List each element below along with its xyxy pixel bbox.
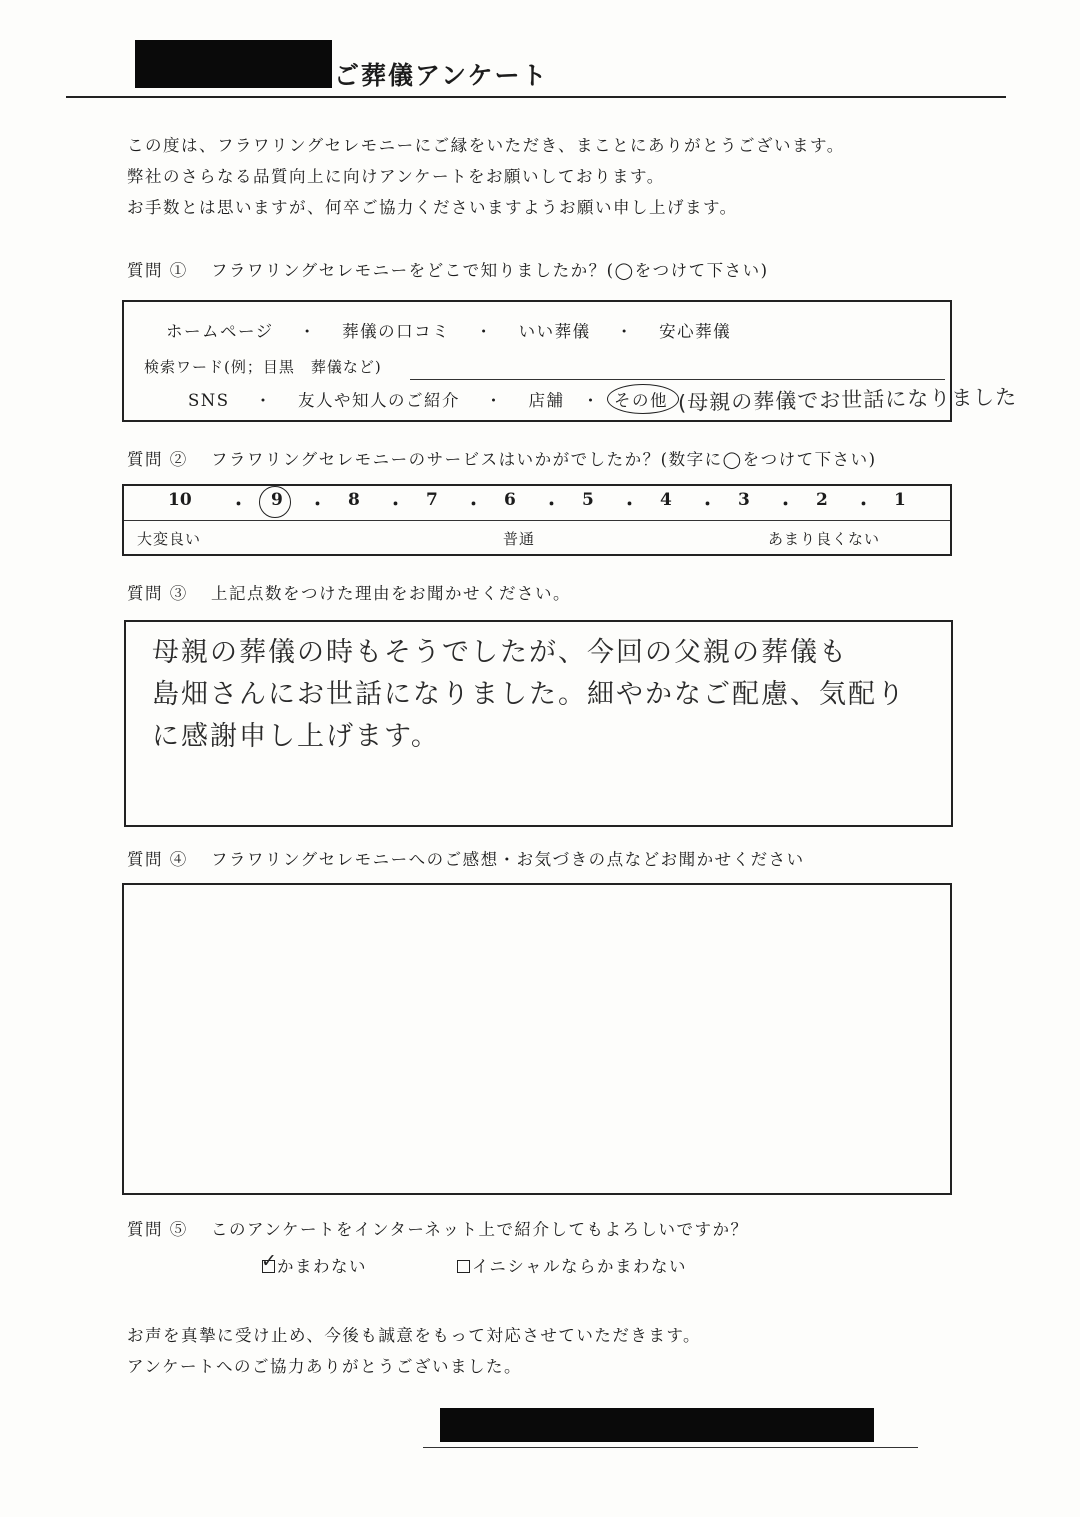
option-iisougi[interactable]: いい葬儀 [518,322,591,341]
label-very-good: 大変良い [137,530,202,548]
redacted-signature [440,1408,874,1442]
separator: ・ [465,495,482,515]
label-not-good: あまり良くない [768,530,881,548]
signature-line [423,1447,918,1448]
search-word-label: 検索ワード(例；目黒 葬儀など) [144,358,382,376]
separator: ・ [387,495,404,515]
separator: ・ [309,495,326,515]
option-other-circle [607,384,679,414]
separator: ・ [582,391,601,410]
check-mark-icon: ✓ [261,1250,279,1272]
separator: ・ [615,322,634,341]
rating-6[interactable]: 6 [504,490,516,510]
label-average: 普通 [503,530,536,548]
intro-line: この度は、フラワリングセレモニーにご縁をいただき、まことにありがとうございます。 [127,136,845,155]
separator: ・ [230,495,247,515]
question-text: このアンケートをインターネット上で紹介してもよろしいですか？ [211,1220,749,1239]
option-other-label: その他 [614,391,668,410]
option-homepage[interactable]: ホームページ [166,322,274,341]
rating-1[interactable]: 1 [894,490,906,510]
option-word-of-mouth[interactable]: 葬儀の口コミ [342,322,451,341]
separator: ・ [254,391,273,410]
question-3 [127,580,571,604]
option-anshin-sougi[interactable]: 安心葬儀 [659,322,732,341]
q4-answer-box[interactable] [122,883,952,1195]
rating-8[interactable]: 8 [348,490,360,510]
question-text: フラワリングセレモニーへのご感想・お気づきの点などお聞かせください [211,850,805,869]
question-number: 質問 ⑤ [127,1220,188,1239]
separator: ・ [699,495,716,515]
question-5 [127,1216,749,1240]
rating-9[interactable]: 9 [271,490,283,510]
question-text: フラワリングセレモニーのサービスはいかがでしたか？(数字に◯をつけて下さい) [211,450,877,469]
separator: ・ [485,391,504,410]
answer-line: 母親の葬儀の時もそうでしたが、今回の父親の葬儀も [152,637,848,668]
option-sns[interactable]: SNS [188,391,230,410]
option-initials-only[interactable] [457,1253,687,1277]
option-allow-label: かまわない [277,1257,367,1276]
rating-4[interactable]: 4 [660,490,672,510]
rating-10[interactable]: 10 [168,490,192,510]
intro-line: お手数とは思いますが、何卒ご協力くださいますようお願い申し上げます。 [127,198,738,217]
question-text: 上記点数をつけた理由をお聞かせください。 [211,584,571,603]
search-word-line [410,379,945,380]
separator: ・ [298,322,317,341]
q1-options-row-3 [188,387,611,411]
question-text: フラワリングセレモニーをどこで知りましたか？(◯をつけて下さい) [211,261,769,280]
question-number: 質問 ③ [127,584,188,603]
separator: ・ [777,495,794,515]
rating-3[interactable]: 3 [738,490,750,510]
question-4 [127,846,805,870]
page-title: ご葬儀アンケート [334,61,549,90]
separator: ・ [621,495,638,515]
question-2 [127,446,877,470]
closing-line: アンケートへのご協力ありがとうございました。 [127,1357,523,1376]
q2-rating-divider [124,520,950,521]
title-rule [66,96,1006,98]
option-store[interactable]: 店舗 [528,391,565,410]
question-1 [127,257,769,281]
question-number: 質問 ① [127,261,188,280]
option-allow[interactable] [261,1250,367,1277]
answer-line: に感謝申し上げます。 [152,721,440,752]
rating-5[interactable]: 5 [582,490,594,510]
closing-text [127,1320,701,1382]
rating-2[interactable]: 2 [816,490,828,510]
answer-line: 島畑さんにお世話になりました。細やかなご配慮、気配り [152,679,906,710]
rating-selected-circle [259,486,291,518]
question-number: 質問 ② [127,450,188,469]
option-referral[interactable]: 友人や知人のご紹介 [298,391,461,410]
separator: ・ [855,495,872,515]
checkbox-initials-only[interactable] [457,1260,470,1273]
intro-text [127,130,845,223]
closing-line: お声を真摯に受け止め、今後も誠意をもって対応させていただきます。 [127,1326,702,1345]
question-number: 質問 ④ [127,850,188,869]
checkbox-allow[interactable] [261,1250,279,1273]
separator: ・ [475,322,494,341]
redacted-company-name [135,40,332,88]
rating-7[interactable]: 7 [426,490,438,510]
intro-line: 弊社のさらなる品質向上に向けアンケートをお願いしております。 [127,167,665,186]
q1-options-row-1 [166,318,731,342]
q1-other-handwritten: (母親の葬儀でお世話になりました [677,385,1018,415]
separator: ・ [543,495,560,515]
q3-handwritten-answer [152,632,906,758]
option-initials-label: イニシャルならかまわない [472,1257,688,1276]
